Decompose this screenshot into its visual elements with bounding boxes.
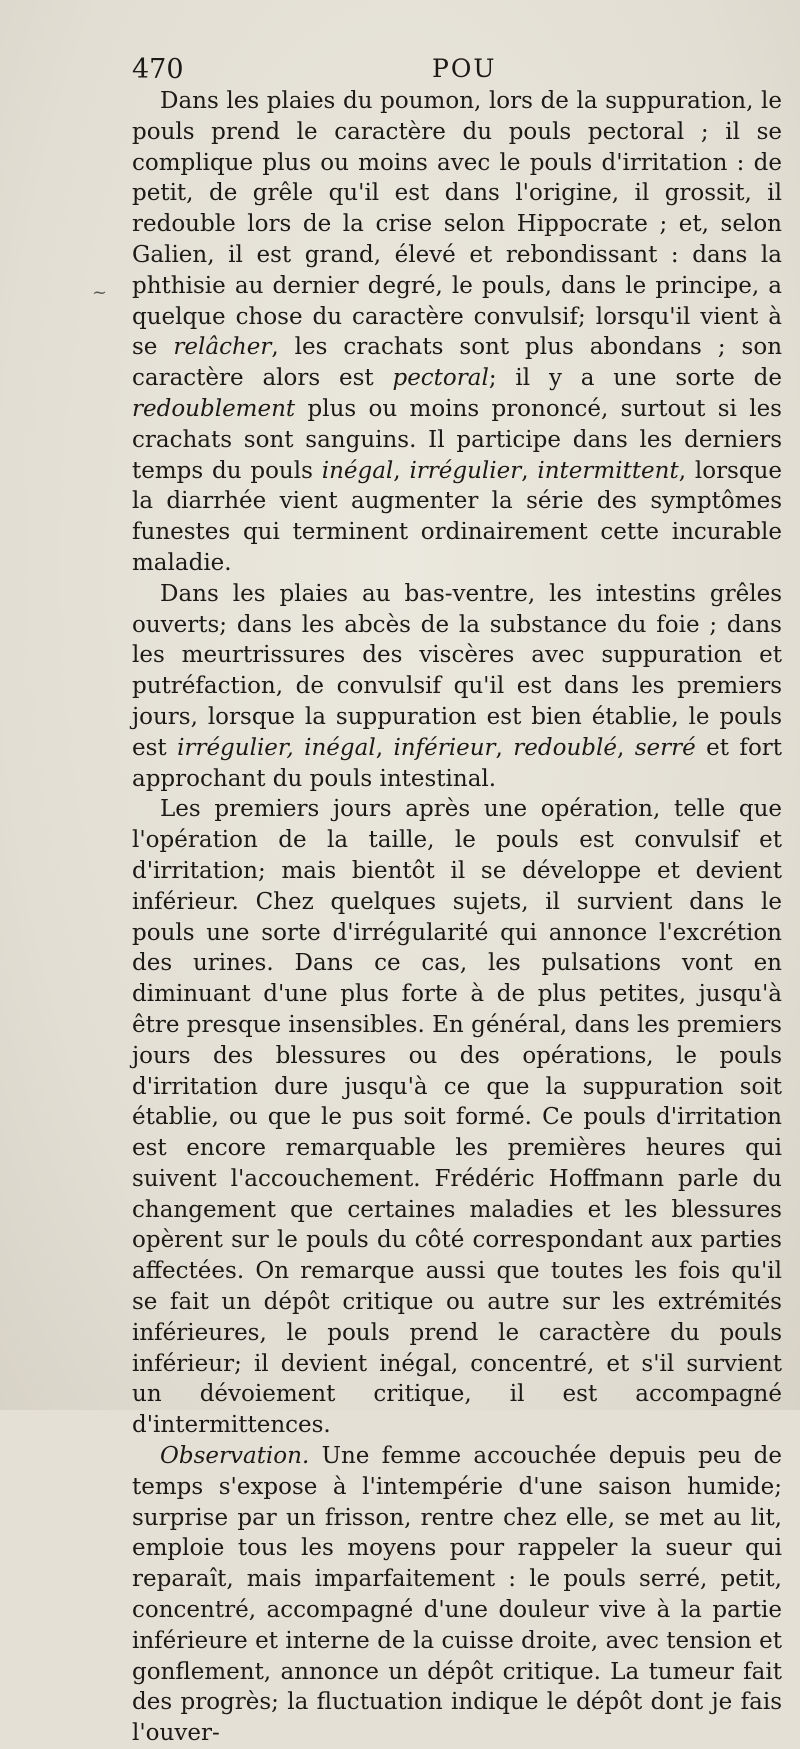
italic-run: inférieur — [393, 734, 496, 761]
body-text — [132, 86, 782, 1749]
margin-mark: ~ — [92, 282, 108, 303]
italic-run: irrégulier, inégal — [177, 734, 376, 761]
text-run: , — [495, 734, 514, 761]
italic-run: redoublement — [132, 395, 296, 422]
italic-run: redoublé — [513, 734, 617, 761]
text-run: , lorsque la diarrhée vient augmenter la série des symptômes funestes qui terminent ordinairement cette incurable maladie. — [132, 457, 783, 576]
page-header — [132, 54, 792, 90]
italic-run: pectoral — [392, 365, 489, 392]
text-run: et fort approchant du pouls intestinal. — [132, 734, 783, 792]
paragraph — [132, 579, 782, 795]
italic-run: irrégulier — [409, 457, 522, 484]
italic-run: Observation. — [160, 1443, 310, 1470]
italic-run: relâcher — [173, 334, 272, 361]
text-run: , — [521, 457, 538, 484]
running-head: POU — [432, 54, 497, 83]
text-run: , — [393, 457, 410, 484]
paragraph — [132, 1441, 782, 1749]
text-run: , — [616, 734, 635, 761]
paragraph — [132, 86, 782, 579]
text-run: Dans les plaies au bas-ventre, les intestins grêles ouverts; dans les abcès de la substance du foie ; dans les meurtrissures des viscères avec suppuration et putréfaction, de convulsif qu'il est dans les premiers jours, lorsque la suppuration est bien établie, le pouls est — [132, 580, 782, 761]
italic-run: intermittent — [537, 457, 679, 484]
text-run: , les crachats sont plus abondans ; son caractère alors est — [132, 334, 783, 392]
text-run: Les premiers jours après une opération, telle que l'opération de la taille, le pouls est convulsif et d'irritation; mais bientôt il se développe et devient inférieur. Chez quelques sujets, il survient dans le pouls une sorte d'irrégularité qui annonce l'excrétion des urines. Dans ce cas, les pulsations vont en diminuant d'une plus forte à de plus petites, jusqu'à être presque insensibles. En général, dans les premiers jours des blessures ou des opérations, le pouls d'irritation dure jusqu'à ce que la suppuration soit établie, ou que le pus soit formé. Ce pouls d'irritation est encore remarquable les premières heures qui suivent l'accouchement. Frédéric Hoffmann parle du changement que certaines maladies et les blessures opèrent sur le pouls du côté correspondant aux parties affectées. On remarque aussi que toutes les fois qu'il se fait un dépôt critique ou autre sur les extrémités inférieures, le pouls prend le caractère du pouls inférieur; il devient inégal, concentré, et s'il survient un dévoiement critique, il est accompagné d'intermittences. — [132, 796, 782, 1439]
italic-run: serré — [634, 734, 696, 761]
paragraph — [132, 794, 782, 1441]
text-run: , — [375, 734, 394, 761]
text-run: ; il y a une sorte de — [488, 365, 782, 392]
text-run: Une femme accouchée depuis peu de temps s'expose à l'intempérie d'une saison humide; surprise par un frisson, rentre chez elle, se met au lit, emploie tous les moyens pour rappeler la sueur qui reparaît, mais imparfaitement : le pouls serré, petit, concentré, accompagné d'une douleur vive à la partie inférieure et interne de la cuisse droite, avec tension et gonflement, annonce un dépôt critique. La tumeur fait des progrès; la fluctuation indique le dépôt dont je fais l'ouver- — [132, 1443, 782, 1747]
page-number: 470 — [132, 54, 184, 85]
text-run: plus ou moins prononcé, surtout si les crachats sont sanguins. Il participe dans les derniers temps du pouls — [132, 395, 782, 484]
text-run: Dans les plaies du poumon, lors de la suppuration, le pouls prend le caractère du pouls pectoral ; il se complique plus ou moins avec le pouls d'irritation : de petit, de grêle qu'il est dans l'origine, il grossit, il redouble lors de la crise selon Hippocrate ; et, selon Galien, il est grand, élevé et rebondissant : dans la phthisie au dernier degré, le pouls, dans le principe, a quelque chose du caractère convulsif; lorsqu'il vient à se — [132, 88, 782, 361]
italic-run: inégal — [321, 457, 394, 484]
